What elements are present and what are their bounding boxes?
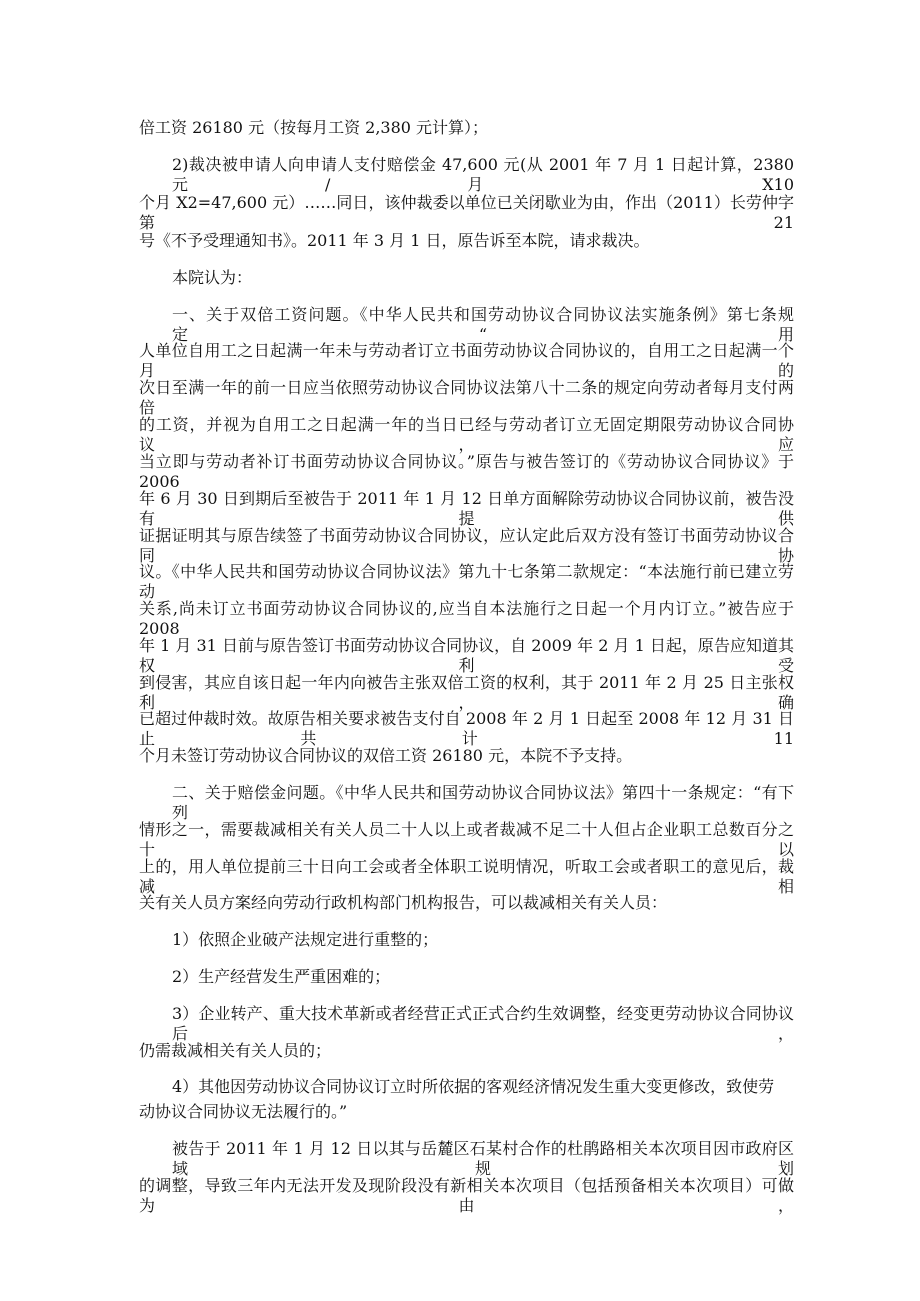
text-line: 证据证明其与原告续签了书面劳动协议合同协议，应认定此后双方没有签订书面劳动协议合同协 [139, 526, 794, 565]
text-line: 个月 X2=47,600 元）……同日，该仲裁委以单位已关闭歇业为由，作出（2011）长劳仲字第 21 [139, 193, 794, 232]
text-line: 1）依照企业破产法规定进行重整的； [172, 930, 439, 949]
text-line: 年 6 月 30 日到期后至被告于 2011 年 1 月 12 日单方面解除劳动协议合同协议前，被告没有提供 [139, 489, 794, 528]
text-line: 2）生产经营发生严重困难的； [172, 967, 391, 986]
text-line: 倍工资 26180 元（按每月工资 2,380 元计算）； [139, 118, 489, 137]
text-line: 二、关于赔偿金问题。《中华人民共和国劳动协议合同协议法》第四十一条规定：“有下列 [172, 783, 794, 822]
text-line: 到侵害，其应自该日起一年内向被告主张双倍工资的权利，其于 2011 年 2 月 25 日主张权利，确 [139, 673, 794, 712]
text-line: 被告于 2011 年 1 月 12 日以其与岳麓区石某村合作的杜鹃路相关本次项目因市政府区域规划 [172, 1139, 794, 1178]
text-line: 仍需裁减相关有关人员的； [139, 1041, 332, 1060]
text-line: 4）其他因劳动协议合同协议订立时所依据的客观经济情况发生重大变更修改，致使劳 [172, 1077, 775, 1096]
text-line: 当立即与劳动者补订书面劳动协议合同协议。”原告与被告签订的《劳动协议合同协议》于 2006 [139, 452, 794, 491]
text-line: 已超过仲裁时效。故原告相关要求被告支付自 2008 年 2 月 1 日起至 2008 年 12 月 31 日止共计 11 [139, 709, 794, 748]
text-line: 关有关人员方案经向劳动行政机构部门机构报告，可以裁减相关有关人员： [139, 893, 668, 912]
text-line: 上的，用人单位提前三十日向工会或者全体职工说明情况，听取工会或者职工的意见后，裁减相 [139, 857, 794, 896]
text-line: 的调整，导致三年内无法开发及现阶段没有新相关本次项目（包括预备相关本次项目）可做为由， [139, 1176, 794, 1215]
text-line: 情形之一，需要裁减相关有关人员二十人以上或者裁减不足二十人但占企业职工总数百分之十以 [139, 820, 794, 859]
text-line: 的工资，并视为自用工之日起满一年的当日已经与劳动者订立无固定期限劳动协议合同协议，应 [139, 415, 794, 454]
text-line: 动协议合同协议无法履行的。” [139, 1102, 348, 1121]
text-line: 号《不予受理通知书》。2011 年 3 月 1 日，原告诉至本院，请求裁决。 [139, 231, 650, 250]
text-line: 关系,尚未订立书面劳动协议合同协议的,应当自本法施行之日起一个月内订立。”被告应于 2008 [139, 599, 794, 638]
text-line: 本院认为： [172, 268, 253, 287]
text-line: 议。《中华人民共和国劳动协议合同协议法》第九十七条第二款规定：“本法施行前已建立劳动 [139, 562, 794, 601]
text-line: 年 1 月 31 日前与原告签订书面劳动协议合同协议，自 2009 年 2 月 1 日起，原告应知道其权利受 [139, 636, 794, 675]
text-line: 人单位自用工之日起满一年未与劳动者订立书面劳动协议合同协议的，自用工之日起满一个月的 [139, 341, 794, 380]
text-line: 个月未签订劳动协议合同协议的双倍工资 26180 元，本院不予支持。 [139, 746, 633, 765]
text-line: 2)裁决被申请人向申请人支付赔偿金 47,600 元(从 2001 年 7 月 1 日起计算，2380 元/月 X10 [172, 155, 794, 194]
text-line: 次日至满一年的前一日应当依照劳动协议合同协议法第八十二条的规定向劳动者每月支付两倍 [139, 378, 794, 417]
text-line: 一、关于双倍工资问题。《中华人民共和国劳动协议合同协议法实施条例》第七条规定“用 [172, 305, 794, 344]
text-line: 3）企业转产、重大技术革新或者经营正式正式合约生效调整，经变更劳动协议合同协议后， [172, 1004, 794, 1043]
